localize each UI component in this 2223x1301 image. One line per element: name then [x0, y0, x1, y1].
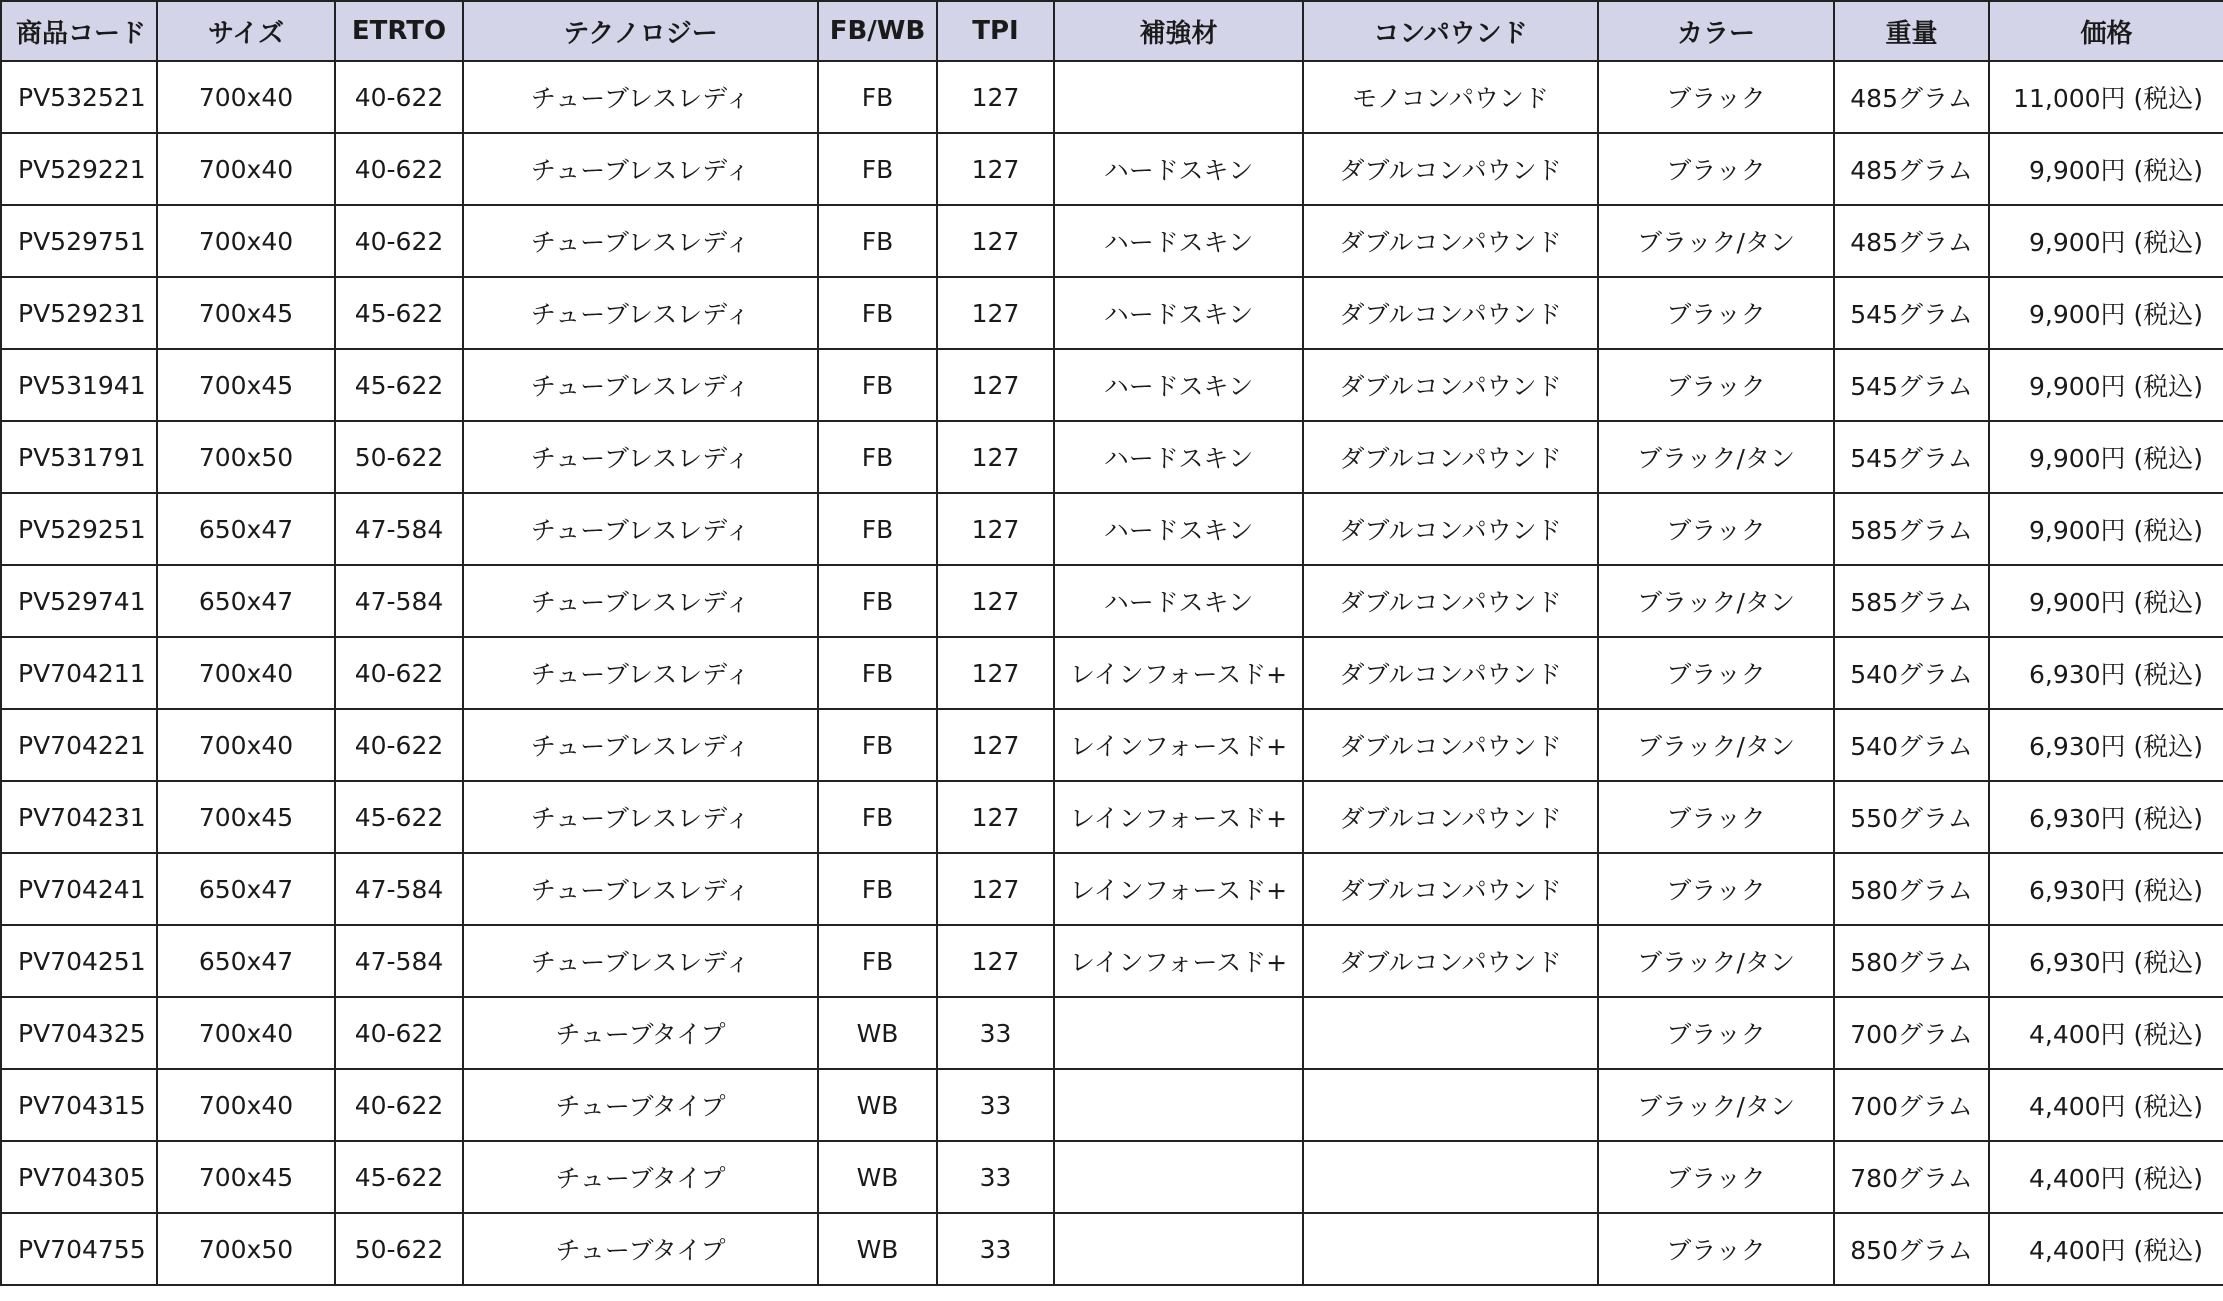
cell-technology: チューブレスレディ	[463, 565, 818, 637]
cell-price: 9,900円 (税込)	[1989, 277, 2223, 349]
cell-etrto: 50-622	[335, 1213, 463, 1285]
cell-etrto: 40-622	[335, 997, 463, 1069]
cell-color: ブラック	[1598, 61, 1834, 133]
column-header-price: 価格	[1989, 1, 2223, 61]
cell-reinforcement	[1054, 1069, 1303, 1141]
cell-color: ブラック	[1598, 133, 1834, 205]
cell-etrto: 40-622	[335, 637, 463, 709]
cell-weight: 780グラム	[1834, 1141, 1989, 1213]
cell-technology: チューブレスレディ	[463, 421, 818, 493]
table-header	[1, 1, 2223, 61]
cell-technology: チューブレスレディ	[463, 493, 818, 565]
cell-fb-wb: FB	[818, 205, 937, 277]
cell-price: 6,930円 (税込)	[1989, 709, 2223, 781]
cell-technology: チューブレスレディ	[463, 133, 818, 205]
cell-fb-wb: FB	[818, 277, 937, 349]
cell-compound	[1303, 1141, 1598, 1213]
cell-technology: チューブレスレディ	[463, 853, 818, 925]
cell-compound: ダブルコンパウンド	[1303, 205, 1598, 277]
cell-product-code: PV704211	[1, 637, 157, 709]
cell-weight: 580グラム	[1834, 925, 1989, 997]
cell-color: ブラック/タン	[1598, 925, 1834, 997]
cell-size: 700x45	[157, 349, 335, 421]
cell-weight: 545グラム	[1834, 277, 1989, 349]
cell-color: ブラック	[1598, 1213, 1834, 1285]
cell-reinforcement: レインフォースド+	[1054, 637, 1303, 709]
cell-reinforcement	[1054, 61, 1303, 133]
cell-etrto: 47-584	[335, 565, 463, 637]
cell-price: 9,900円 (税込)	[1989, 421, 2223, 493]
table-row	[1, 349, 2223, 421]
cell-product-code: PV531941	[1, 349, 157, 421]
cell-reinforcement: ハードスキン	[1054, 277, 1303, 349]
cell-etrto: 40-622	[335, 1069, 463, 1141]
table-row	[1, 205, 2223, 277]
cell-size: 700x40	[157, 1069, 335, 1141]
cell-price: 9,900円 (税込)	[1989, 349, 2223, 421]
cell-product-code: PV704305	[1, 1141, 157, 1213]
table-row	[1, 853, 2223, 925]
cell-etrto: 45-622	[335, 349, 463, 421]
cell-size: 700x40	[157, 637, 335, 709]
cell-price: 6,930円 (税込)	[1989, 781, 2223, 853]
cell-size: 650x47	[157, 853, 335, 925]
cell-etrto: 45-622	[335, 1141, 463, 1213]
cell-weight: 850グラム	[1834, 1213, 1989, 1285]
cell-tpi: 33	[937, 997, 1054, 1069]
cell-fb-wb: FB	[818, 925, 937, 997]
table-row	[1, 1069, 2223, 1141]
column-header-etrto: ETRTO	[335, 1, 463, 61]
cell-reinforcement	[1054, 997, 1303, 1069]
cell-product-code: PV529751	[1, 205, 157, 277]
cell-tpi: 33	[937, 1213, 1054, 1285]
cell-weight: 545グラム	[1834, 421, 1989, 493]
cell-size: 700x50	[157, 421, 335, 493]
cell-reinforcement: ハードスキン	[1054, 421, 1303, 493]
cell-compound	[1303, 1213, 1598, 1285]
cell-fb-wb: FB	[818, 349, 937, 421]
cell-size: 700x40	[157, 997, 335, 1069]
table-row	[1, 925, 2223, 997]
cell-reinforcement	[1054, 1141, 1303, 1213]
table-row	[1, 1141, 2223, 1213]
cell-color: ブラック/タン	[1598, 421, 1834, 493]
table-row	[1, 637, 2223, 709]
cell-tpi: 127	[937, 853, 1054, 925]
cell-price: 9,900円 (税込)	[1989, 565, 2223, 637]
cell-weight: 485グラム	[1834, 205, 1989, 277]
cell-color: ブラック	[1598, 349, 1834, 421]
cell-tpi: 127	[937, 493, 1054, 565]
cell-weight: 700グラム	[1834, 997, 1989, 1069]
cell-compound	[1303, 997, 1598, 1069]
cell-etrto: 45-622	[335, 277, 463, 349]
table-row	[1, 1213, 2223, 1285]
cell-product-code: PV704241	[1, 853, 157, 925]
table-row	[1, 493, 2223, 565]
cell-reinforcement: ハードスキン	[1054, 349, 1303, 421]
cell-reinforcement: ハードスキン	[1054, 493, 1303, 565]
cell-weight: 545グラム	[1834, 349, 1989, 421]
cell-technology: チューブレスレディ	[463, 637, 818, 709]
cell-technology: チューブレスレディ	[463, 61, 818, 133]
cell-weight: 485グラム	[1834, 61, 1989, 133]
cell-reinforcement: レインフォースド+	[1054, 781, 1303, 853]
cell-color: ブラック	[1598, 1141, 1834, 1213]
header-row	[1, 1, 2223, 61]
cell-product-code: PV532521	[1, 61, 157, 133]
cell-fb-wb: FB	[818, 133, 937, 205]
cell-reinforcement: レインフォースド+	[1054, 853, 1303, 925]
column-header-fb-wb: FB/WB	[818, 1, 937, 61]
cell-size: 700x40	[157, 205, 335, 277]
cell-size: 700x40	[157, 709, 335, 781]
cell-tpi: 127	[937, 565, 1054, 637]
column-header-compound: コンパウンド	[1303, 1, 1598, 61]
cell-compound	[1303, 1069, 1598, 1141]
cell-color: ブラック	[1598, 781, 1834, 853]
cell-reinforcement	[1054, 1213, 1303, 1285]
cell-etrto: 40-622	[335, 61, 463, 133]
cell-compound: ダブルコンパウンド	[1303, 277, 1598, 349]
cell-tpi: 127	[937, 349, 1054, 421]
cell-technology: チューブレスレディ	[463, 349, 818, 421]
cell-reinforcement: ハードスキン	[1054, 205, 1303, 277]
table-row	[1, 781, 2223, 853]
cell-color: ブラック	[1598, 493, 1834, 565]
cell-size: 700x40	[157, 61, 335, 133]
cell-fb-wb: FB	[818, 637, 937, 709]
cell-size: 700x45	[157, 1141, 335, 1213]
cell-price: 6,930円 (税込)	[1989, 853, 2223, 925]
cell-weight: 540グラム	[1834, 637, 1989, 709]
column-header-reinforcement: 補強材	[1054, 1, 1303, 61]
cell-fb-wb: FB	[818, 565, 937, 637]
cell-compound: ダブルコンパウンド	[1303, 565, 1598, 637]
cell-etrto: 47-584	[335, 925, 463, 997]
cell-technology: チューブタイプ	[463, 997, 818, 1069]
cell-tpi: 127	[937, 925, 1054, 997]
cell-fb-wb: FB	[818, 709, 937, 781]
cell-size: 650x47	[157, 493, 335, 565]
cell-product-code: PV529741	[1, 565, 157, 637]
cell-color: ブラック	[1598, 853, 1834, 925]
cell-reinforcement: ハードスキン	[1054, 565, 1303, 637]
cell-fb-wb: FB	[818, 781, 937, 853]
cell-compound: モノコンパウンド	[1303, 61, 1598, 133]
cell-price: 4,400円 (税込)	[1989, 1141, 2223, 1213]
cell-technology: チューブレスレディ	[463, 925, 818, 997]
cell-fb-wb: FB	[818, 493, 937, 565]
cell-technology: チューブタイプ	[463, 1069, 818, 1141]
cell-product-code: PV529231	[1, 277, 157, 349]
cell-compound: ダブルコンパウンド	[1303, 421, 1598, 493]
table-row	[1, 421, 2223, 493]
cell-color: ブラック/タン	[1598, 709, 1834, 781]
cell-etrto: 45-622	[335, 781, 463, 853]
table-row	[1, 133, 2223, 205]
cell-weight: 585グラム	[1834, 493, 1989, 565]
cell-technology: チューブタイプ	[463, 1141, 818, 1213]
cell-price: 6,930円 (税込)	[1989, 925, 2223, 997]
cell-compound: ダブルコンパウンド	[1303, 637, 1598, 709]
cell-tpi: 127	[937, 133, 1054, 205]
cell-size: 700x40	[157, 133, 335, 205]
cell-tpi: 127	[937, 61, 1054, 133]
cell-color: ブラック	[1598, 637, 1834, 709]
cell-price: 4,400円 (税込)	[1989, 997, 2223, 1069]
column-header-weight: 重量	[1834, 1, 1989, 61]
cell-weight: 580グラム	[1834, 853, 1989, 925]
cell-product-code: PV529221	[1, 133, 157, 205]
cell-compound: ダブルコンパウンド	[1303, 349, 1598, 421]
table-row	[1, 565, 2223, 637]
cell-etrto: 40-622	[335, 709, 463, 781]
cell-color: ブラック	[1598, 997, 1834, 1069]
column-header-technology: テクノロジー	[463, 1, 818, 61]
cell-size: 700x50	[157, 1213, 335, 1285]
cell-compound: ダブルコンパウンド	[1303, 493, 1598, 565]
cell-product-code: PV704325	[1, 997, 157, 1069]
cell-product-code: PV531791	[1, 421, 157, 493]
cell-color: ブラック	[1598, 277, 1834, 349]
cell-price: 9,900円 (税込)	[1989, 133, 2223, 205]
column-header-color: カラー	[1598, 1, 1834, 61]
cell-color: ブラック/タン	[1598, 205, 1834, 277]
column-header-product-code: 商品コード	[1, 1, 157, 61]
cell-product-code: PV704315	[1, 1069, 157, 1141]
cell-fb-wb: WB	[818, 997, 937, 1069]
cell-product-code: PV704231	[1, 781, 157, 853]
cell-technology: チューブレスレディ	[463, 709, 818, 781]
cell-fb-wb: FB	[818, 853, 937, 925]
cell-etrto: 40-622	[335, 205, 463, 277]
cell-size: 700x45	[157, 277, 335, 349]
cell-etrto: 47-584	[335, 493, 463, 565]
cell-price: 6,930円 (税込)	[1989, 637, 2223, 709]
cell-compound: ダブルコンパウンド	[1303, 133, 1598, 205]
cell-tpi: 33	[937, 1069, 1054, 1141]
cell-price: 11,000円 (税込)	[1989, 61, 2223, 133]
cell-compound: ダブルコンパウンド	[1303, 925, 1598, 997]
cell-tpi: 127	[937, 421, 1054, 493]
cell-reinforcement: レインフォースド+	[1054, 925, 1303, 997]
cell-color: ブラック/タン	[1598, 1069, 1834, 1141]
table-row	[1, 709, 2223, 781]
cell-fb-wb: WB	[818, 1141, 937, 1213]
cell-fb-wb: WB	[818, 1213, 937, 1285]
cell-product-code: PV704221	[1, 709, 157, 781]
cell-fb-wb: WB	[818, 1069, 937, 1141]
column-header-size: サイズ	[157, 1, 335, 61]
table-row	[1, 277, 2223, 349]
cell-product-code: PV704251	[1, 925, 157, 997]
cell-weight: 485グラム	[1834, 133, 1989, 205]
cell-reinforcement: ハードスキン	[1054, 133, 1303, 205]
cell-size: 700x45	[157, 781, 335, 853]
cell-tpi: 127	[937, 277, 1054, 349]
cell-tpi: 127	[937, 637, 1054, 709]
cell-color: ブラック/タン	[1598, 565, 1834, 637]
cell-compound: ダブルコンパウンド	[1303, 709, 1598, 781]
table-body	[1, 61, 2223, 1285]
cell-weight: 550グラム	[1834, 781, 1989, 853]
cell-compound: ダブルコンパウンド	[1303, 781, 1598, 853]
cell-price: 4,400円 (税込)	[1989, 1069, 2223, 1141]
cell-tpi: 127	[937, 205, 1054, 277]
cell-tpi: 33	[937, 1141, 1054, 1213]
cell-fb-wb: FB	[818, 61, 937, 133]
cell-weight: 540グラム	[1834, 709, 1989, 781]
cell-weight: 700グラム	[1834, 1069, 1989, 1141]
cell-size: 650x47	[157, 925, 335, 997]
cell-technology: チューブタイプ	[463, 1213, 818, 1285]
cell-product-code: PV704755	[1, 1213, 157, 1285]
cell-price: 9,900円 (税込)	[1989, 205, 2223, 277]
cell-etrto: 47-584	[335, 853, 463, 925]
cell-etrto: 40-622	[335, 133, 463, 205]
cell-reinforcement: レインフォースド+	[1054, 709, 1303, 781]
cell-size: 650x47	[157, 565, 335, 637]
cell-etrto: 50-622	[335, 421, 463, 493]
cell-technology: チューブレスレディ	[463, 205, 818, 277]
cell-tpi: 127	[937, 781, 1054, 853]
cell-product-code: PV529251	[1, 493, 157, 565]
cell-compound: ダブルコンパウンド	[1303, 853, 1598, 925]
cell-fb-wb: FB	[818, 421, 937, 493]
column-header-tpi: TPI	[937, 1, 1054, 61]
cell-technology: チューブレスレディ	[463, 781, 818, 853]
table-row	[1, 997, 2223, 1069]
cell-price: 9,900円 (税込)	[1989, 493, 2223, 565]
cell-weight: 585グラム	[1834, 565, 1989, 637]
cell-tpi: 127	[937, 709, 1054, 781]
cell-technology: チューブレスレディ	[463, 277, 818, 349]
table-row	[1, 61, 2223, 133]
cell-price: 4,400円 (税込)	[1989, 1213, 2223, 1285]
